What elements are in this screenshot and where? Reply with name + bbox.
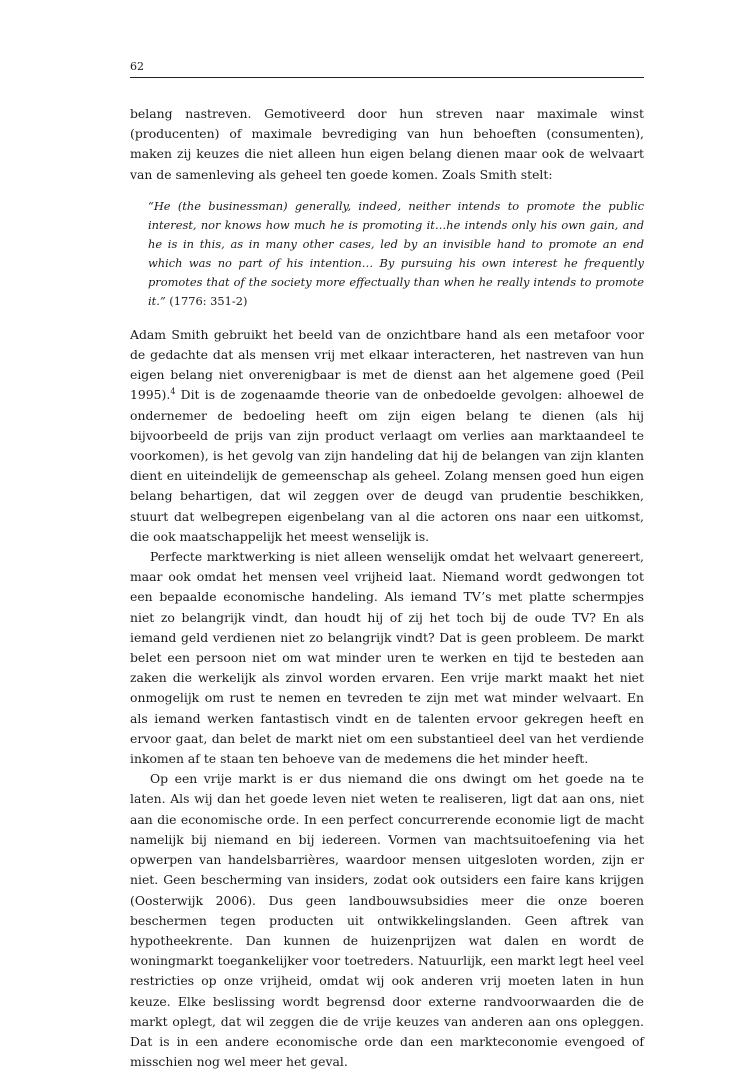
quote-citation: (1776: 351-2) xyxy=(169,293,248,308)
block-quote xyxy=(148,197,644,311)
paragraph-intro: belang nastreven. Gemotiveerd door hun streven naar maximale winst (producenten) of maximale bevrediging van hun behoeften (consumenten), maken zij keuzes die niet alleen hun eigen belang dienen maar ook de welvaart van de samenleving als geheel ten goede komen. Zoals Smith stelt: xyxy=(130,106,644,182)
main-text xyxy=(130,104,644,1072)
paragraph-adam-smith xyxy=(130,325,644,547)
paragraph-free-market-power: Op een vrije markt is er dus niemand die ons dwingt om het goede na te laten. Als wij dan het goede leven niet weten te realiseren, ligt dat aan ons, niet aan die economische orde. In een perfect concurrerende economie ligt de macht namelijk bij niemand en bij iedereen. Vormen van machtsuitoefening via het opwerpen van handelsbarrières, waardoor mensen uitgesloten worden, zijn er niet. Geen bescherming van insiders, zodat ook outsiders een faire kans krijgen (Oosterwijk 2006). Dus geen landbouwsubsidies meer die onze boeren beschermen tegen producten uit ontwikkelingslanden. Geen aftrek van hypotheekrente. Dan kunnen de huizenprijzen wat dalen en wordt de woningmarkt toegankelijker voor toetreders. Natuurlijk, een markt legt heel veel restricties op onze vrijheid, omdat wij ook anderen vrij moeten laten in hun keuze. Elke beslissing wordt begrensd door externe randvoorwaarden die de markt oplegt, dat wil zeggen die de vrije keuzes van anderen aan ons opleggen. Dat is in een andere economische orde dan een markteconomie evengoed of misschien nog wel meer het geval. xyxy=(130,771,644,1070)
paragraph-market-freedom: Perfecte marktwerking is niet alleen wenselijk omdat het welvaart genereert, maar ook omdat het mensen veel vrijheid laat. Niemand wordt gedwongen tot een bepaalde economische handeling. Als iemand TV’s met platte schermpjes niet zo belangrijk vindt, dan houdt hij of zij het toch bij de oude TV? En als iemand geld verdienen niet zo belangrijk vindt? Dat is geen probleem. De markt belet een persoon niet om wat minder uren te werken en tijd te besteden aan zaken die werkelijk als zinvol worden ervaren. Een vrije markt maakt het niet onmogelijk om rust te nemen en tevreden te zijn met wat minder welvaart. En als iemand werken fantastisch vindt en de talenten ervoor gekregen heeft en ervoor gaat, dan belet de markt niet om een substantieel deel van het verdiende inkomen af te staan ten behoeve van de medemens die het minder heeft. xyxy=(130,549,644,767)
quote-text: “He (the businessman) generally, indeed, neither intends to promote the public interest, nor knows how much he is promoting it…he intends only his own gain, and he is in this, as in many other cases, led by an invisible hand to promote an end which was no part of his intention… By pursuing his own interest he frequently promotes that of the society more effectually than when he really intends to promote it.” xyxy=(148,198,644,308)
page-number: 62 xyxy=(130,60,144,73)
footnote-marker[interactable]: 4 xyxy=(170,387,176,397)
paragraph-adam-smith-part2: Dit is de zogenaamde theorie van de onbedoelde gevolgen: alhoewel de ondernemer de bedoeling heeft om zijn eigen belang te dienen (als hij bijvoorbeeld de prijs van zijn product verlaagt om verlies aan marktaandeel te voorkomen), is het gevolg van zijn handeling dat hij de belangen van zijn klanten dient en uiteindelijk de gemeenschap als geheel. Zolang mensen goed hun eigen belang behartigen, dat wil zeggen over de deugd van prudentie beschikken, stuurt dat welbegrepen eigenbelang van al die actoren ons naar een uitkomst, die ook maatschappelijk het meest wenselijk is. xyxy=(130,387,644,544)
page-header xyxy=(130,60,644,78)
paragraph-adam-smith-part1: Adam Smith gebruikt het beeld van de onzichtbare hand als een metafoor voor de gedachte dat als mensen vrij met elkaar interacteren, het nastreven van hun eigen belang niet onverenigbaar is met de dienst aan het algemene goed (Peil 1995). xyxy=(130,326,644,403)
